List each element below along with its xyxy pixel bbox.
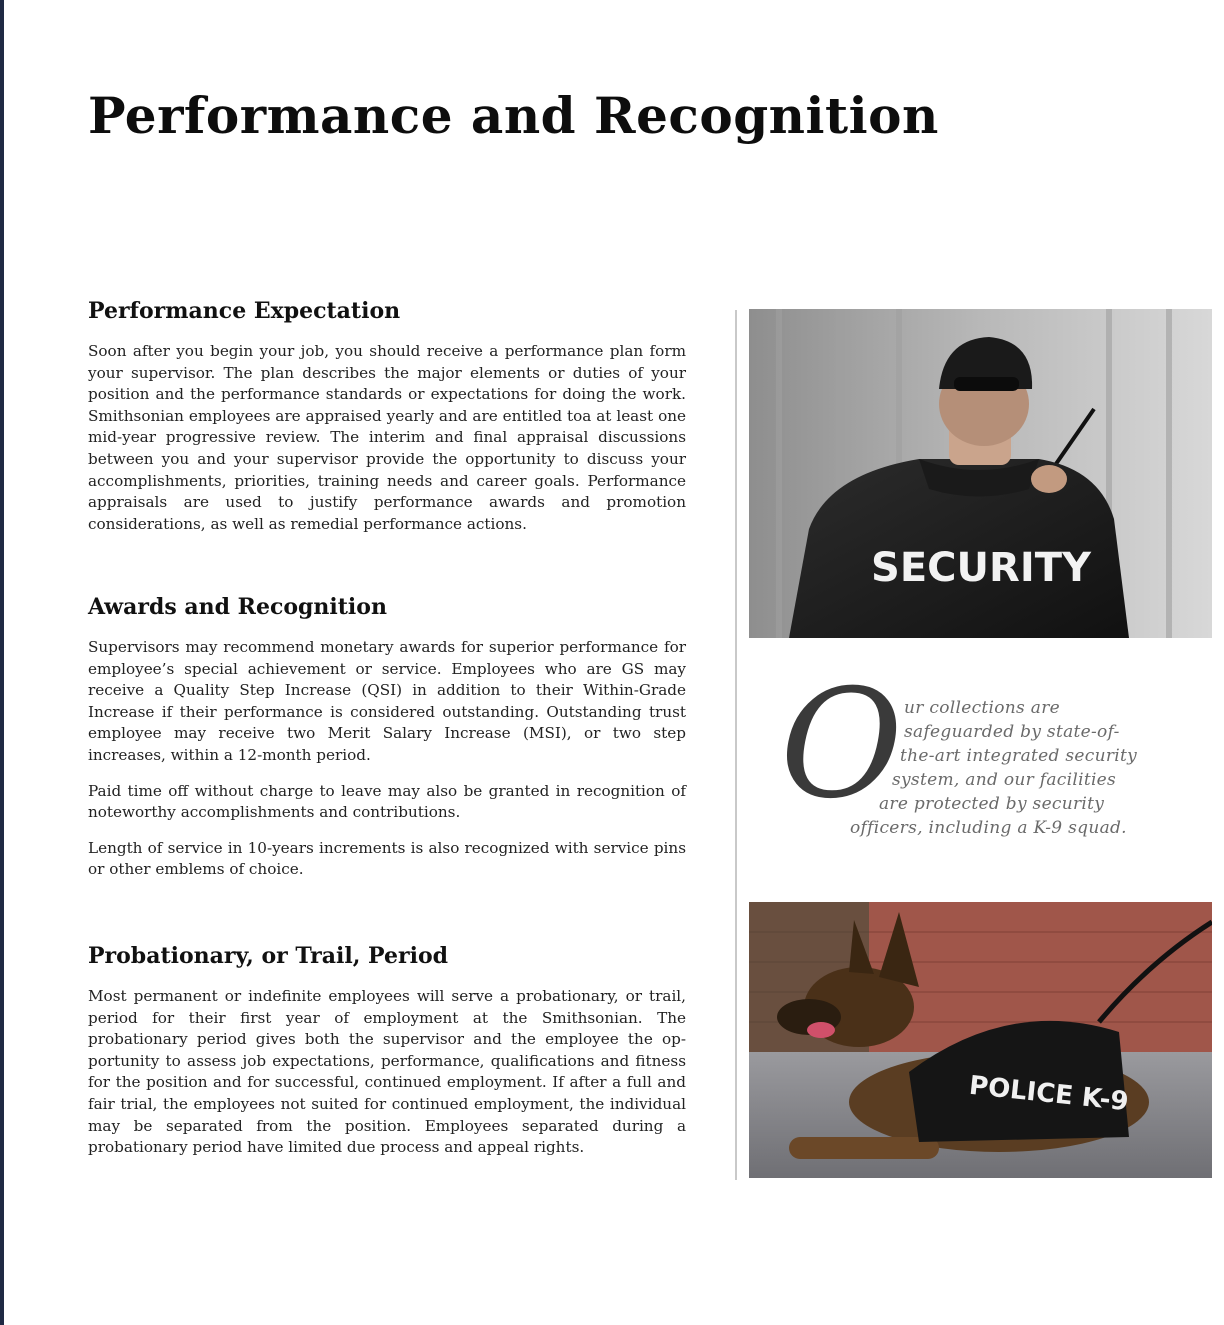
page-edge-bar (0, 0, 4, 1325)
drop-cap: O (780, 658, 903, 832)
column-divider (735, 310, 737, 1180)
security-officer-photo (749, 309, 1212, 638)
vest-text: POLICE K-9 (967, 1070, 1130, 1118)
section-heading: Performance Expectation (88, 298, 401, 324)
section-probationary-period (88, 943, 686, 1159)
quote-line: system, and our facilities (892, 770, 1117, 790)
quote-line: the-art integrated security (900, 746, 1138, 766)
police-k9-photo (749, 902, 1212, 1178)
section-paragraph: Most permanent or indefinite employees will serve a probationary, or trail, period for their first year of employment at the Smithsonian. The probationary period gives both the supervisor and the employee the opportunity to assess job expectations, performance, qualifications and fitness for the position and for successful, continued employment. If after a full and fair trial, the employees not suited for continued employment, the individual may be separated from the position. Employees separated during a probationary period have limited due process and appeal rights. (88, 987, 686, 1157)
quote-line: are protected by security (879, 794, 1105, 814)
section-paragraph: Paid time off without charge to leave may also be granted in recognition of noteworthy accomplishments and contributions. (88, 781, 686, 822)
section-performance-expectation (88, 298, 686, 535)
section-heading: Awards and Recognition (88, 594, 387, 620)
quote-line: ur collections are (904, 698, 1060, 718)
quote-line: safeguarded by state-of- (904, 722, 1120, 742)
section-paragraph: Soon after you begin your job, you should receive a performance plan form your supervisor. The plan describes the major elements or duties of your position and the performance standards or expectations for doing the work. Smithsonian employees are appraised yearly and are entitled toa at least one mid-year progressive review. The interim and final appraisal discussions between you and your supervisor provide the opportunity to discuss your accomplishments, priorities, training needs and career goals. Performance appraisals are used to justify performance awards and promotion considerations, as well as remedial performance actions. (88, 342, 686, 533)
page-title: Performance and Recognition (88, 86, 939, 145)
quote-line: officers, including a K-9 squad. (850, 818, 1127, 838)
section-paragraph: Length of service in 10-years increments is also recognized with service pins or other emblems of choice. (88, 838, 686, 879)
section-heading: Probationary, or Trail, Period (88, 943, 449, 969)
pull-quote (780, 658, 1180, 854)
jacket-text: SECURITY (871, 545, 1091, 591)
section-awards-recognition (88, 594, 686, 881)
section-paragraph: Supervisors may recommend monetary awards for superior performance for employee’s special achievement or service. Employees who are GS may receive a Quality Step Increase (QSI) in addition to their Within-Grade Increase if their performance is considered outstanding. Outstanding trust employee may receive two Merit Salary Increase (MSI), or two step increases, within a 12-month period. (88, 638, 686, 764)
